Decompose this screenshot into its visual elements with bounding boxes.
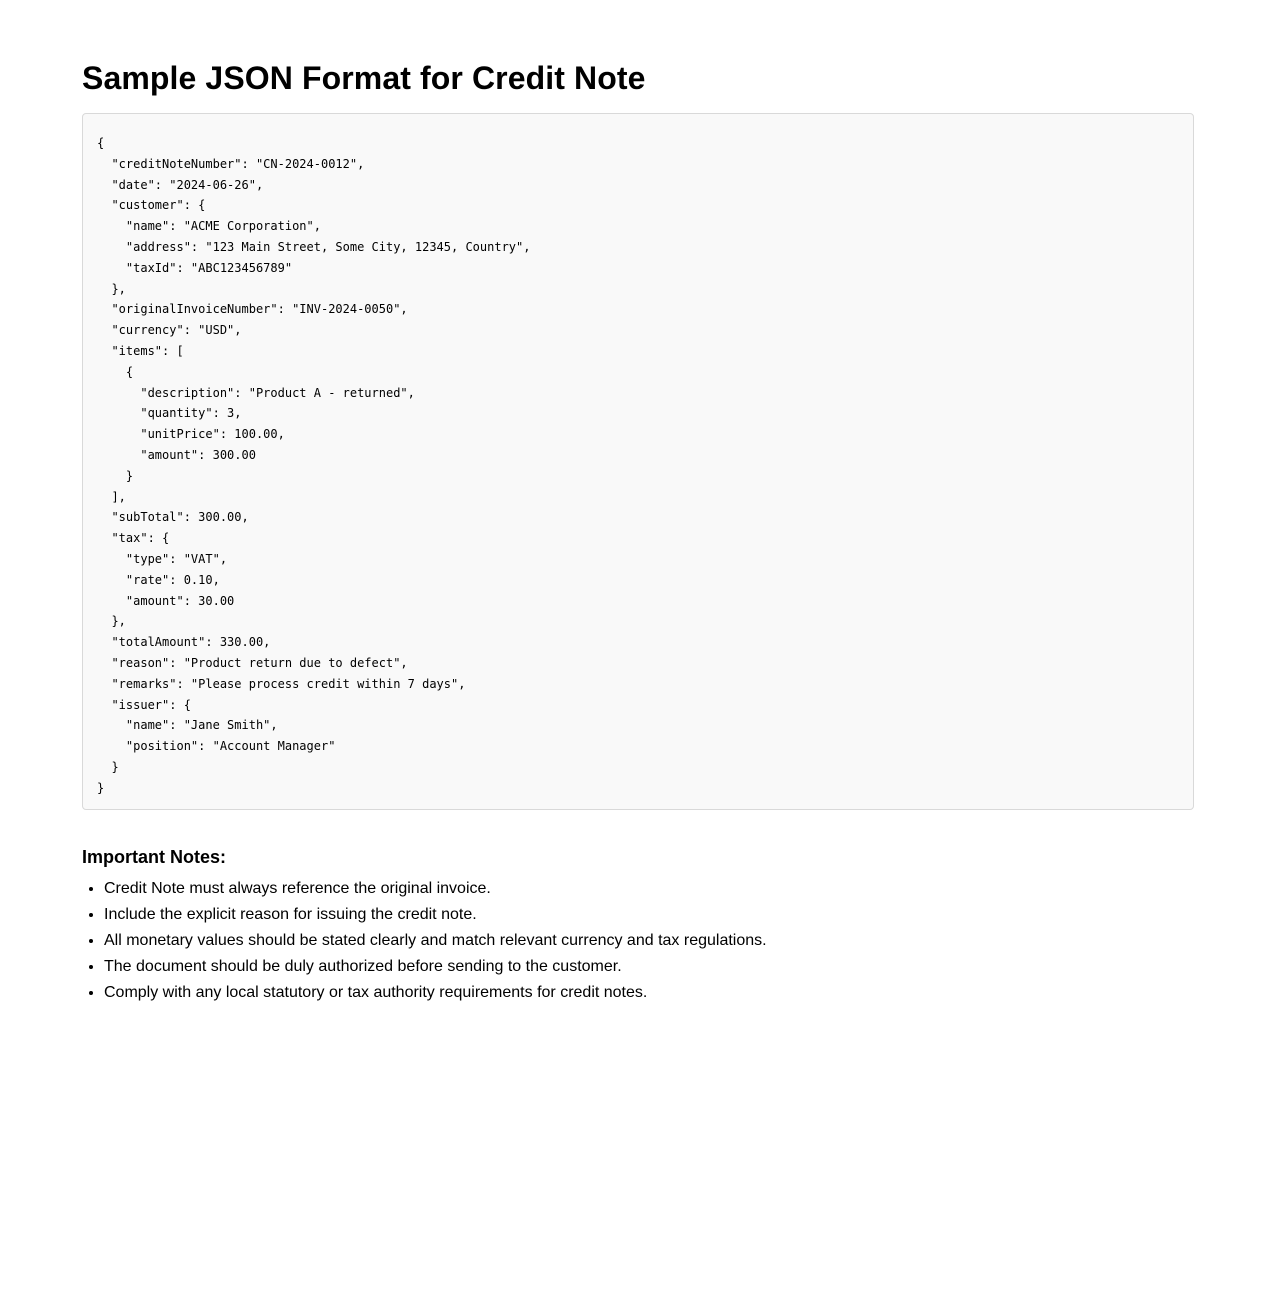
notes-heading: Important Notes: bbox=[82, 847, 226, 867]
page-title: Sample JSON Format for Credit Note bbox=[82, 60, 646, 96]
note-item: • Comply with any local statutory or tax authority requirements for credit notes. bbox=[104, 980, 767, 1006]
json-code-text: { "creditNoteNumber": "CN-2024-0012", "date": "2024-06-26", "customer": { "name": "ACME Corporation", "address": "123 Main Street, Some City, 12345, Country", "taxId": "ABC123456789" }, "originalInvoiceNumber": "INV-2024-0050", "currency": "USD", "items": [ { "description": "Product A - returned", "quantity": 3, "unitPrice": 100.00, "amount": 300.00 } ], "subTotal": 300.00, "tax": { "type": "VAT", "rate": 0.10, "amount": 30.00 }, "totalAmount": 330.00, "reason": "Product return due to defect", "remarks": "Please process credit within 7 days", "issuer": { "name": "Jane Smith", "position": "Account Manager" } } bbox=[97, 136, 531, 795]
json-code-block bbox=[82, 113, 1194, 810]
note-item: • The document should be duly authorized before sending to the customer. bbox=[104, 954, 767, 980]
note-item: • All monetary values should be stated clearly and match relevant currency and tax regulations. bbox=[104, 928, 767, 954]
note-item: • Include the explicit reason for issuing the credit note. bbox=[104, 902, 767, 928]
notes-list bbox=[82, 876, 767, 1006]
note-item: • Credit Note must always reference the original invoice. bbox=[104, 876, 767, 902]
